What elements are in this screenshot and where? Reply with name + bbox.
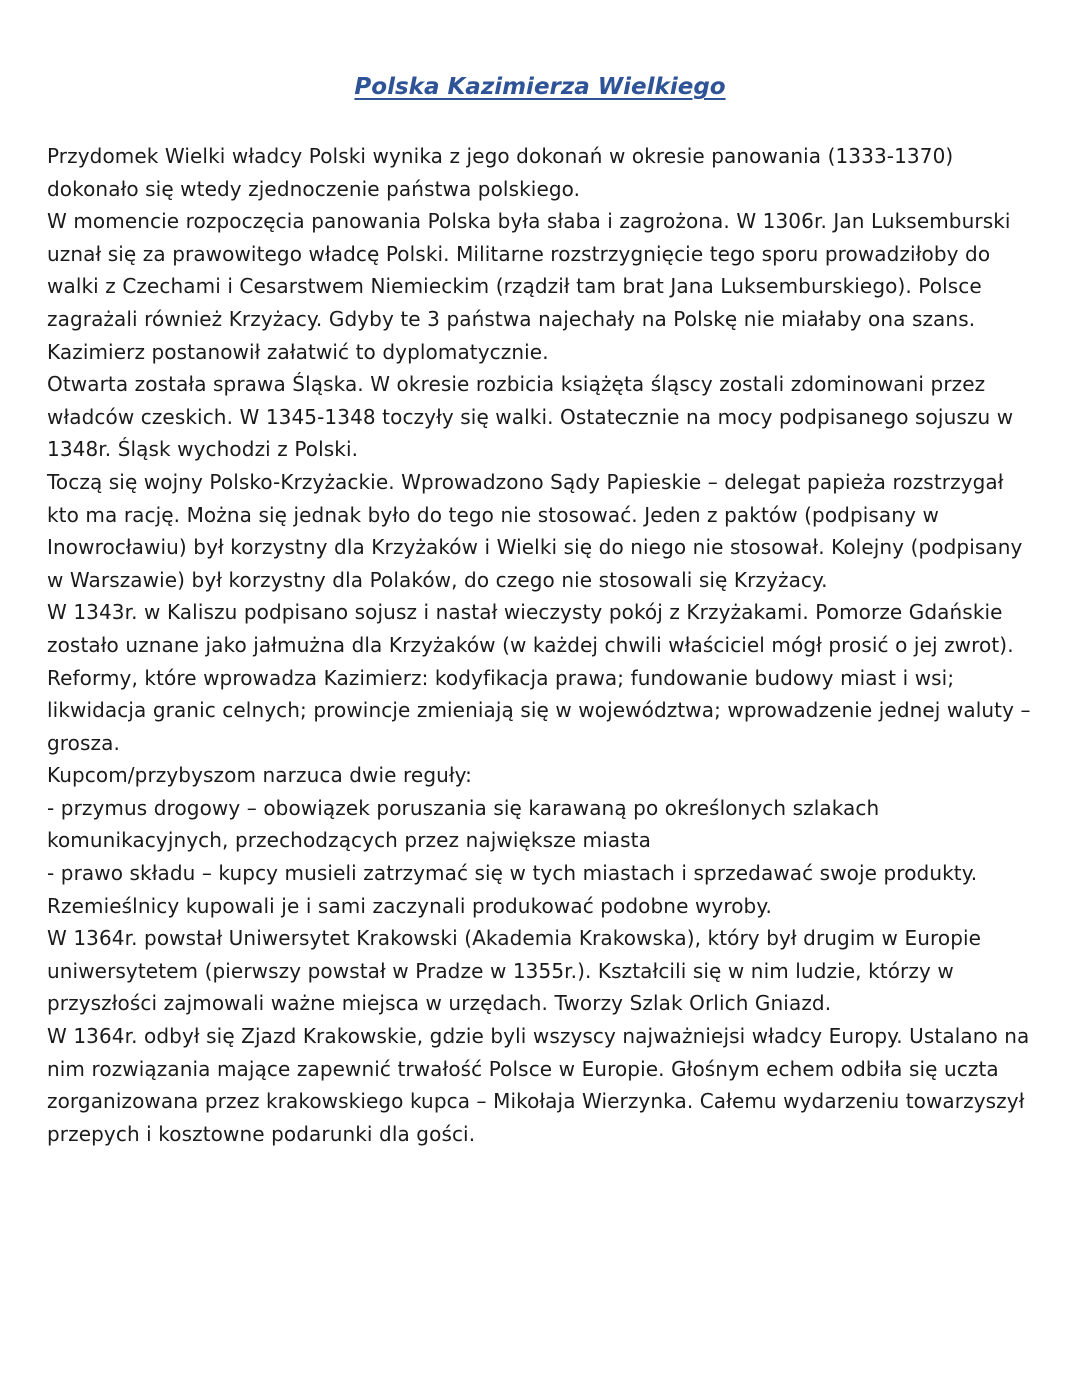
paragraph: Przydomek Wielki władcy Polski wynika z jego dokonań w okresie panowania (1333-1370) dokonało się wtedy zjednoczenie państwa polskiego. [47,144,954,201]
document-title-text: Polska Kazimierza Wielkiego [354,74,726,100]
paragraph: Kupcom/przybyszom narzuca dwie reguły: [47,763,472,788]
paragraph: Otwarta została sprawa Śląska. W okresie rozbicia książęta śląscy zostali zdominowani przez władców czeskich. W 1345-1348 toczyły się walki. Ostatecznie na mocy podpisanego sojuszu w 1348r. Śląsk wychodzi z Polski. [47,372,1014,462]
paragraph: W 1343r. w Kaliszu podpisano sojusz i nastał wieczysty pokój z Krzyżakami. Pomorze Gdańskie zostało uznane jako jałmużna dla Krzyżaków (w każdej chwili właściciel mógł prosić o jej zwrot). [47,600,1014,657]
paragraph: Reformy, które wprowadza Kazimierz: kodyfikacja prawa; fundowanie budowy miast i wsi; likwidacja granic celnych; prowincje zmieniają się w województwa; wprowadzenie jednej waluty – grosza. [47,665,1031,755]
document-body [47,140,1035,1150]
paragraph: Toczą się wojny Polsko-Krzyżackie. Wprowadzono Sądy Papieskie – delegat papieża rozstrzygał kto ma rację. Można się jednak było do tego nie stosować. Jeden z paktów (podpisany w Inowrocławiu) był korzystny dla Krzyżaków i Wielki się do niego nie stosował. Kolejny (podpisany w Warszawie) był korzystny dla Polaków, do czego nie stosowali się Krzyżacy. [47,469,1023,592]
paragraph: - prawo składu – kupcy musieli zatrzymać się w tych miastach i sprzedawać swoje produkty. Rzemieślnicy kupowali je i sami zaczynali produkować podobne wyroby. [47,861,978,918]
document-title [0,74,1080,100]
paragraph: W 1364r. odbył się Zjazd Krakowskie, gdzie byli wszyscy najważniejsi władcy Europy. Ustalano na nim rozwiązania mające zapewnić trwałość Polsce w Europie. Głośnym echem odbiła się uczta zorganizowana przez krakowskiego kupca – Mikołaja Wierzynka. Całemu wydarzeniu towarzyszył przepych i kosztowne podarunki dla gości. [47,1024,1030,1146]
paragraph: W 1364r. powstał Uniwersytet Krakowski (Akademia Krakowska), który był drugim w Europie uniwersytetem (pierwszy powstał w Pradze w 1355r.). Kształcili się w nim ludzie, którzy w przyszłości zajmowali ważne miejsca w urzędach. Tworzy Szlak Orlich Gniazd. [47,926,982,1016]
paragraph: - przymus drogowy – obowiązek poruszania się karawaną po określonych szlakach komunikacyjnych, przechodzących przez największe miasta [47,795,880,853]
paragraph: W momencie rozpoczęcia panowania Polska była słaba i zagrożona. W 1306r. Jan Luksemburski uznał się za prawowitego władcę Polski. Militarne rozstrzygnięcie tego sporu prowadziłoby do walki z Czechami i Cesarstwem Niemieckim (rządził tam brat Jana Luksemburskiego). Polsce zagrażali również Krzyżacy. Gdyby te 3 państwa najechały na Polskę nie miałaby ona szans. Kazimierz postanowił załatwić to dyplomatycznie. [47,209,1011,364]
